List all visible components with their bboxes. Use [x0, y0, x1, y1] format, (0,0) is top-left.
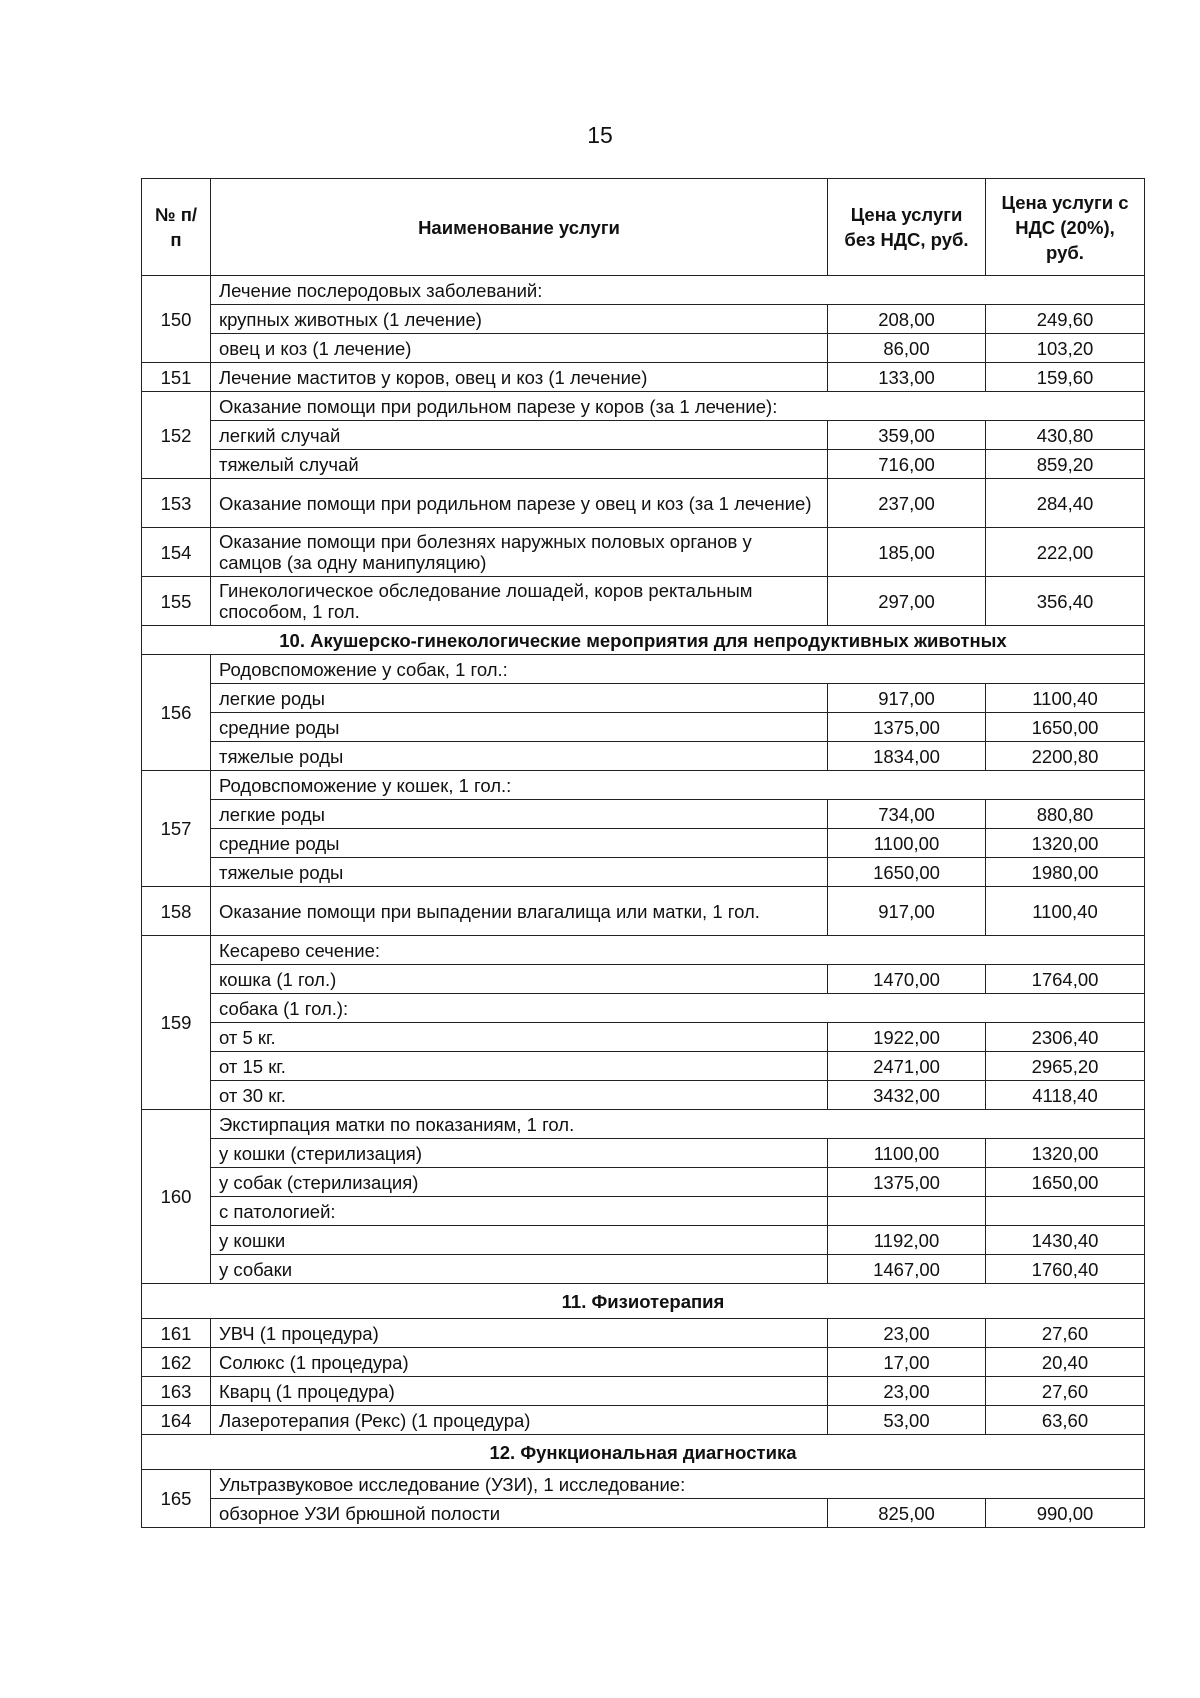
- price-no-vat: 1100,00: [828, 1139, 986, 1168]
- table-row: [142, 1168, 1145, 1197]
- price-vat: 1320,00: [986, 1139, 1145, 1168]
- price-no-vat: 1100,00: [828, 829, 986, 858]
- service-name: легкие роды: [211, 684, 828, 713]
- row-number: 160: [142, 1110, 211, 1284]
- table-row: [142, 1110, 1145, 1139]
- table-row: [142, 528, 1145, 577]
- row-number: 155: [142, 577, 211, 626]
- price-no-vat: 1650,00: [828, 858, 986, 887]
- page-number: 15: [587, 122, 613, 148]
- row-group-title: Родовспоможение у собак, 1 гол.:: [211, 655, 1145, 684]
- price-no-vat: 734,00: [828, 800, 986, 829]
- price-no-vat: 53,00: [828, 1406, 986, 1435]
- row-number: 162: [142, 1348, 211, 1377]
- table-row: [142, 1081, 1145, 1110]
- price-vat: 880,80: [986, 800, 1145, 829]
- table-row: [142, 479, 1145, 528]
- row-subgroup-title: с патологией:: [211, 1197, 828, 1226]
- service-name: овец и коз (1 лечение): [211, 334, 828, 363]
- row-group-title: Лечение послеродовых заболеваний:: [211, 276, 1145, 305]
- service-name: у кошки: [211, 1226, 828, 1255]
- service-name: тяжелый случай: [211, 450, 828, 479]
- table-row: [142, 771, 1145, 800]
- table-row: [142, 742, 1145, 771]
- row-number: 151: [142, 363, 211, 392]
- table-row: [142, 450, 1145, 479]
- price-vat: 1650,00: [986, 713, 1145, 742]
- table-row: [142, 994, 1145, 1023]
- table-row: [142, 1377, 1145, 1406]
- service-name: тяжелые роды: [211, 742, 828, 771]
- price-vat: 222,00: [986, 528, 1145, 577]
- price-no-vat: 1467,00: [828, 1255, 986, 1284]
- row-number: 156: [142, 655, 211, 771]
- price-no-vat: 359,00: [828, 421, 986, 450]
- section-row: [142, 1435, 1145, 1470]
- row-group-title: Кесарево сечение:: [211, 936, 1145, 965]
- price-vat: 2965,20: [986, 1052, 1145, 1081]
- table-row: [142, 800, 1145, 829]
- price-vat: 63,60: [986, 1406, 1145, 1435]
- service-name: у собак (стерилизация): [211, 1168, 828, 1197]
- price-no-vat: 3432,00: [828, 1081, 986, 1110]
- service-name: средние роды: [211, 829, 828, 858]
- table-header-row: [142, 179, 1145, 276]
- table-row: [142, 1052, 1145, 1081]
- table-row: [142, 1139, 1145, 1168]
- service-name: у кошки (стерилизация): [211, 1139, 828, 1168]
- price-vat: 1100,40: [986, 887, 1145, 936]
- section-title: 12. Функциональная диагностика: [142, 1435, 1145, 1470]
- service-name: обзорное УЗИ брюшной полости: [211, 1499, 828, 1528]
- table-row: [142, 276, 1145, 305]
- service-name: Оказание помощи при родильном парезе у овец и коз (за 1 лечение): [211, 479, 828, 528]
- price-vat: 1764,00: [986, 965, 1145, 994]
- price-vat: 159,60: [986, 363, 1145, 392]
- row-number: 158: [142, 887, 211, 936]
- price-no-vat: 17,00: [828, 1348, 986, 1377]
- price-no-vat: 917,00: [828, 887, 986, 936]
- header-name: Наименование услуги: [211, 179, 828, 276]
- table-row: [142, 421, 1145, 450]
- row-number: 165: [142, 1470, 211, 1528]
- table-row: [142, 1255, 1145, 1284]
- header-price-vat: Цена услуги с НДС (20%), руб.: [986, 179, 1145, 276]
- row-group-title: Ультразвуковое исследование (УЗИ), 1 исследование:: [211, 1470, 1145, 1499]
- table-row: [142, 965, 1145, 994]
- price-vat: 1760,40: [986, 1255, 1145, 1284]
- price-vat: 1980,00: [986, 858, 1145, 887]
- table-row: [142, 684, 1145, 713]
- service-name: легкие роды: [211, 800, 828, 829]
- table-row: [142, 334, 1145, 363]
- row-group-title: Оказание помощи при родильном парезе у коров (за 1 лечение):: [211, 392, 1145, 421]
- price-vat: 2200,80: [986, 742, 1145, 771]
- row-number: 164: [142, 1406, 211, 1435]
- price-table: [141, 178, 1145, 1528]
- row-subgroup-title: собака (1 гол.):: [211, 994, 1145, 1023]
- service-name: тяжелые роды: [211, 858, 828, 887]
- price-no-vat: 1192,00: [828, 1226, 986, 1255]
- price-vat: 249,60: [986, 305, 1145, 334]
- section-title: 10. Акушерско-гинекологические мероприятия для непродуктивных животных: [142, 626, 1145, 655]
- service-name: средние роды: [211, 713, 828, 742]
- row-group-title: Экстирпация матки по показаниям, 1 гол.: [211, 1110, 1145, 1139]
- price-vat: 20,40: [986, 1348, 1145, 1377]
- price-no-vat: 23,00: [828, 1319, 986, 1348]
- empty-cell: [986, 1197, 1145, 1226]
- price-vat: 990,00: [986, 1499, 1145, 1528]
- row-number: 154: [142, 528, 211, 577]
- table-row: [142, 1023, 1145, 1052]
- row-number: 157: [142, 771, 211, 887]
- table-row: [142, 1406, 1145, 1435]
- service-name: Оказание помощи при болезнях наружных половых органов у самцов (за одну манипуляцию): [211, 528, 828, 577]
- price-no-vat: 86,00: [828, 334, 986, 363]
- service-name: УВЧ (1 процедура): [211, 1319, 828, 1348]
- price-no-vat: 1375,00: [828, 713, 986, 742]
- price-no-vat: 825,00: [828, 1499, 986, 1528]
- table-row: [142, 363, 1145, 392]
- price-no-vat: 237,00: [828, 479, 986, 528]
- price-vat: 859,20: [986, 450, 1145, 479]
- table-row: [142, 1226, 1145, 1255]
- table-row: [142, 936, 1145, 965]
- table-row: [142, 713, 1145, 742]
- service-name: у собаки: [211, 1255, 828, 1284]
- header-price-no-vat: Цена услуги без НДС, руб.: [828, 179, 986, 276]
- empty-cell: [828, 1197, 986, 1226]
- row-number: 163: [142, 1377, 211, 1406]
- table-row: [142, 858, 1145, 887]
- row-number: 152: [142, 392, 211, 479]
- service-name: крупных животных (1 лечение): [211, 305, 828, 334]
- table-row: [142, 1470, 1145, 1499]
- price-no-vat: 1470,00: [828, 965, 986, 994]
- service-name: от 15 кг.: [211, 1052, 828, 1081]
- service-name: Гинекологическое обследование лошадей, коров ректальным способом, 1 гол.: [211, 577, 828, 626]
- price-vat: 1320,00: [986, 829, 1145, 858]
- price-vat: 2306,40: [986, 1023, 1145, 1052]
- row-number: 150: [142, 276, 211, 363]
- price-vat: 103,20: [986, 334, 1145, 363]
- price-no-vat: 1834,00: [828, 742, 986, 771]
- section-row: [142, 626, 1145, 655]
- price-no-vat: 1375,00: [828, 1168, 986, 1197]
- service-name: Оказание помощи при выпадении влагалища или матки, 1 гол.: [211, 887, 828, 936]
- table-row: [142, 392, 1145, 421]
- table-row: [142, 1499, 1145, 1528]
- table-row: [142, 655, 1145, 684]
- price-vat: 284,40: [986, 479, 1145, 528]
- service-name: от 5 кг.: [211, 1023, 828, 1052]
- row-group-title: Родовспоможение у кошек, 1 гол.:: [211, 771, 1145, 800]
- table-row: [142, 305, 1145, 334]
- service-name: Кварц (1 процедура): [211, 1377, 828, 1406]
- table-row: [142, 1197, 1145, 1226]
- service-name: от 30 кг.: [211, 1081, 828, 1110]
- table-row: [142, 577, 1145, 626]
- table-row: [142, 1319, 1145, 1348]
- price-no-vat: 23,00: [828, 1377, 986, 1406]
- price-vat: 356,40: [986, 577, 1145, 626]
- row-number: 159: [142, 936, 211, 1110]
- service-name: кошка (1 гол.): [211, 965, 828, 994]
- service-name: Солюкс (1 процедура): [211, 1348, 828, 1377]
- header-num: № п/п: [142, 179, 211, 276]
- price-vat: 430,80: [986, 421, 1145, 450]
- price-vat: 1100,40: [986, 684, 1145, 713]
- row-number: 153: [142, 479, 211, 528]
- price-vat: 1430,40: [986, 1226, 1145, 1255]
- price-no-vat: 133,00: [828, 363, 986, 392]
- table-row: [142, 887, 1145, 936]
- table-row: [142, 829, 1145, 858]
- price-no-vat: 297,00: [828, 577, 986, 626]
- service-name: Лечение маститов у коров, овец и коз (1 лечение): [211, 363, 828, 392]
- service-name: Лазеротерапия (Рекс) (1 процедура): [211, 1406, 828, 1435]
- price-no-vat: 185,00: [828, 528, 986, 577]
- row-number: 161: [142, 1319, 211, 1348]
- section-title: 11. Физиотерапия: [142, 1284, 1145, 1319]
- price-no-vat: 1922,00: [828, 1023, 986, 1052]
- table-row: [142, 1348, 1145, 1377]
- price-vat: 1650,00: [986, 1168, 1145, 1197]
- section-row: [142, 1284, 1145, 1319]
- price-vat: 27,60: [986, 1377, 1145, 1406]
- price-no-vat: 208,00: [828, 305, 986, 334]
- service-name: легкий случай: [211, 421, 828, 450]
- price-vat: 4118,40: [986, 1081, 1145, 1110]
- price-no-vat: 2471,00: [828, 1052, 986, 1081]
- price-no-vat: 716,00: [828, 450, 986, 479]
- price-vat: 27,60: [986, 1319, 1145, 1348]
- price-no-vat: 917,00: [828, 684, 986, 713]
